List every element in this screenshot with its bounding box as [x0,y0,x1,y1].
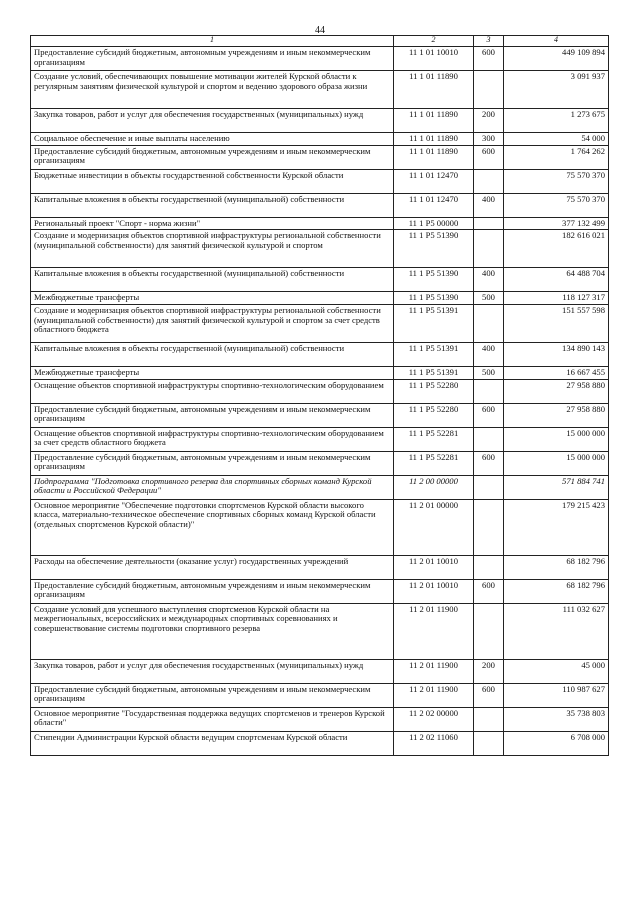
cell-code: 11 1 01 11890 [394,109,474,133]
table-row [31,475,609,499]
cell-vr: 600 [474,579,504,603]
header-col-1: 1 [31,36,394,47]
cell-amount: 75 570 370 [504,193,609,217]
cell-name: Региональный проект "Спорт - норма жизни" [31,217,394,230]
cell-vr: 500 [474,366,504,379]
table-row [31,304,609,342]
cell-amount: 68 182 796 [504,579,609,603]
table-row [31,71,609,109]
cell-code: 11 1 P5 51391 [394,342,474,366]
cell-amount: 151 557 598 [504,304,609,342]
table-row [31,47,609,71]
cell-code: 11 2 01 10010 [394,579,474,603]
cell-name: Закупка товаров, работ и услуг для обеспечения государственных (муниципальных) нужд [31,109,394,133]
table-row [31,145,609,169]
cell-vr: 600 [474,683,504,707]
cell-vr: 500 [474,292,504,305]
cell-vr [474,427,504,451]
cell-vr [474,379,504,403]
cell-code: 11 1 P5 52281 [394,451,474,475]
cell-vr: 600 [474,47,504,71]
cell-name: Капитальные вложения в объекты государственной (муниципальной) собственности [31,193,394,217]
table-row [31,169,609,193]
table-row [31,683,609,707]
table-header-row [31,36,609,47]
cell-code: 11 2 01 11900 [394,683,474,707]
table-row [31,109,609,133]
cell-code: 11 1 P5 00000 [394,217,474,230]
header-col-3: 3 [474,36,504,47]
table-row [31,451,609,475]
cell-amount: 6 708 000 [504,731,609,755]
cell-amount: 15 000 000 [504,427,609,451]
cell-vr [474,499,504,555]
cell-vr: 200 [474,109,504,133]
cell-vr [474,169,504,193]
cell-name: Стипендии Администрации Курской области ведущим спортсменам Курской области [31,731,394,755]
cell-name: Предоставление субсидий бюджетным, автономным учреждениям и иным некоммерческим организациям [31,579,394,603]
cell-amount: 35 738 803 [504,707,609,731]
cell-name: Капитальные вложения в объекты государственной (муниципальной) собственности [31,268,394,292]
cell-vr: 600 [474,451,504,475]
cell-code: 11 1 P5 52281 [394,427,474,451]
cell-amount: 110 987 627 [504,683,609,707]
cell-code: 11 1 P5 52280 [394,403,474,427]
cell-code: 11 1 P5 52280 [394,379,474,403]
cell-amount: 54 000 [504,133,609,146]
cell-amount: 1 764 262 [504,145,609,169]
cell-amount: 1 273 675 [504,109,609,133]
cell-amount: 111 032 627 [504,603,609,659]
cell-code: 11 1 01 11890 [394,71,474,109]
cell-name: Капитальные вложения в объекты государственной (муниципальной) собственности [31,342,394,366]
cell-name: Создание и модернизация объектов спортивной инфраструктуры региональной собственности (муниципальной собственности) для занятий физической культурой и спортом [31,230,394,268]
cell-amount: 179 215 423 [504,499,609,555]
table-row [31,193,609,217]
cell-vr: 200 [474,659,504,683]
table-row [31,342,609,366]
table-row [31,603,609,659]
cell-name: Социальное обеспечение и иные выплаты населению [31,133,394,146]
cell-name: Расходы на обеспечение деятельности (оказание услуг) государственных учреждений [31,555,394,579]
table-row [31,379,609,403]
cell-code: 11 2 02 00000 [394,707,474,731]
table-row [31,268,609,292]
cell-name: Предоставление субсидий бюджетным, автономным учреждениям и иным некоммерческим организациям [31,683,394,707]
table-row [31,579,609,603]
cell-code: 11 1 01 10010 [394,47,474,71]
cell-code: 11 1 01 11890 [394,145,474,169]
cell-vr: 400 [474,268,504,292]
cell-code: 11 1 P5 51390 [394,292,474,305]
cell-name: Предоставление субсидий бюджетным, автономным учреждениям и иным некоммерческим организациям [31,451,394,475]
cell-amount: 3 091 937 [504,71,609,109]
table-row [31,731,609,755]
cell-amount: 118 127 317 [504,292,609,305]
cell-amount: 75 570 370 [504,169,609,193]
cell-code: 11 1 01 12470 [394,193,474,217]
cell-code: 11 1 01 12470 [394,169,474,193]
header-col-2: 2 [394,36,474,47]
cell-name: Межбюджетные трансферты [31,366,394,379]
cell-vr: 400 [474,342,504,366]
cell-amount: 449 109 894 [504,47,609,71]
budget-table [30,35,609,756]
cell-vr: 600 [474,145,504,169]
cell-vr [474,555,504,579]
cell-name: Оснащение объектов спортивной инфраструктуры спортивно-технологическим оборудованием за счет средств областного бюджета [31,427,394,451]
table-row [31,403,609,427]
cell-vr: 300 [474,133,504,146]
cell-code: 11 2 01 11900 [394,603,474,659]
cell-vr [474,304,504,342]
cell-name: Создание условий, обеспечивающих повышение мотивации жителей Курской области к регулярным занятиям физической культурой и спортом и ведению здорового образа жизни [31,71,394,109]
cell-vr [474,475,504,499]
table-row [31,292,609,305]
cell-amount: 377 132 499 [504,217,609,230]
cell-amount: 571 884 741 [504,475,609,499]
cell-amount: 182 616 021 [504,230,609,268]
cell-vr: 400 [474,193,504,217]
table-row [31,133,609,146]
cell-amount: 27 958 880 [504,379,609,403]
table-row [31,230,609,268]
cell-code: 11 1 P5 51390 [394,268,474,292]
table-body [31,47,609,756]
table-row [31,366,609,379]
cell-amount: 68 182 796 [504,555,609,579]
table-row [31,217,609,230]
cell-vr: 600 [474,403,504,427]
cell-name: Основное мероприятие "Обеспечение подготовки спортсменов Курской области высокого класса, материально-техническое обеспечение спортивных сборных команд Курской области (отдельных спортсменов Курской области)" [31,499,394,555]
cell-vr [474,731,504,755]
cell-name: Бюджетные инвестиции в объекты государственной собственности Курской области [31,169,394,193]
cell-name: Межбюджетные трансферты [31,292,394,305]
cell-code: 11 1 P5 51391 [394,366,474,379]
cell-vr [474,217,504,230]
cell-amount: 64 488 704 [504,268,609,292]
cell-name: Создание условий для успешного выступления спортсменов Курской области на межрегиональных, всероссийских и международных спортивных соревнованиях и совершенствование системы подготовки спортивного резерва [31,603,394,659]
cell-name: Основное мероприятие "Государственная поддержка ведущих спортсменов и тренеров Курской области" [31,707,394,731]
cell-vr [474,71,504,109]
cell-amount: 16 667 455 [504,366,609,379]
cell-code: 11 1 P5 51391 [394,304,474,342]
cell-name: Оснащение объектов спортивной инфраструктуры спортивно-технологическим оборудованием [31,379,394,403]
cell-code: 11 1 01 11890 [394,133,474,146]
cell-code: 11 2 01 11900 [394,659,474,683]
cell-vr [474,707,504,731]
header-col-4: 4 [504,36,609,47]
table-row [31,659,609,683]
table-row [31,555,609,579]
table-row [31,427,609,451]
cell-amount: 134 890 143 [504,342,609,366]
cell-name: Предоставление субсидий бюджетным, автономным учреждениям и иным некоммерческим организациям [31,145,394,169]
cell-amount: 27 958 880 [504,403,609,427]
cell-name: Создание и модернизация объектов спортивной инфраструктуры региональной собственности (муниципальной собственности) для занятий физической культурой и спортом за счет средств областного бюджета [31,304,394,342]
cell-vr [474,230,504,268]
cell-name: Закупка товаров, работ и услуг для обеспечения государственных (муниципальных) нужд [31,659,394,683]
page-number: 44 [315,25,325,36]
cell-code: 11 1 P5 51390 [394,230,474,268]
cell-code: 11 2 01 00000 [394,499,474,555]
table-row [31,707,609,731]
cell-name: Подпрограмма "Подготовка спортивного резерва для спортивных сборных команд Курской области и Российской Федерации" [31,475,394,499]
cell-code: 11 2 02 11060 [394,731,474,755]
cell-vr [474,603,504,659]
cell-code: 11 2 00 00000 [394,475,474,499]
cell-amount: 45 000 [504,659,609,683]
cell-name: Предоставление субсидий бюджетным, автономным учреждениям и иным некоммерческим организациям [31,403,394,427]
cell-code: 11 2 01 10010 [394,555,474,579]
cell-name: Предоставление субсидий бюджетным, автономным учреждениям и иным некоммерческим организациям [31,47,394,71]
table-row [31,499,609,555]
cell-amount: 15 000 000 [504,451,609,475]
